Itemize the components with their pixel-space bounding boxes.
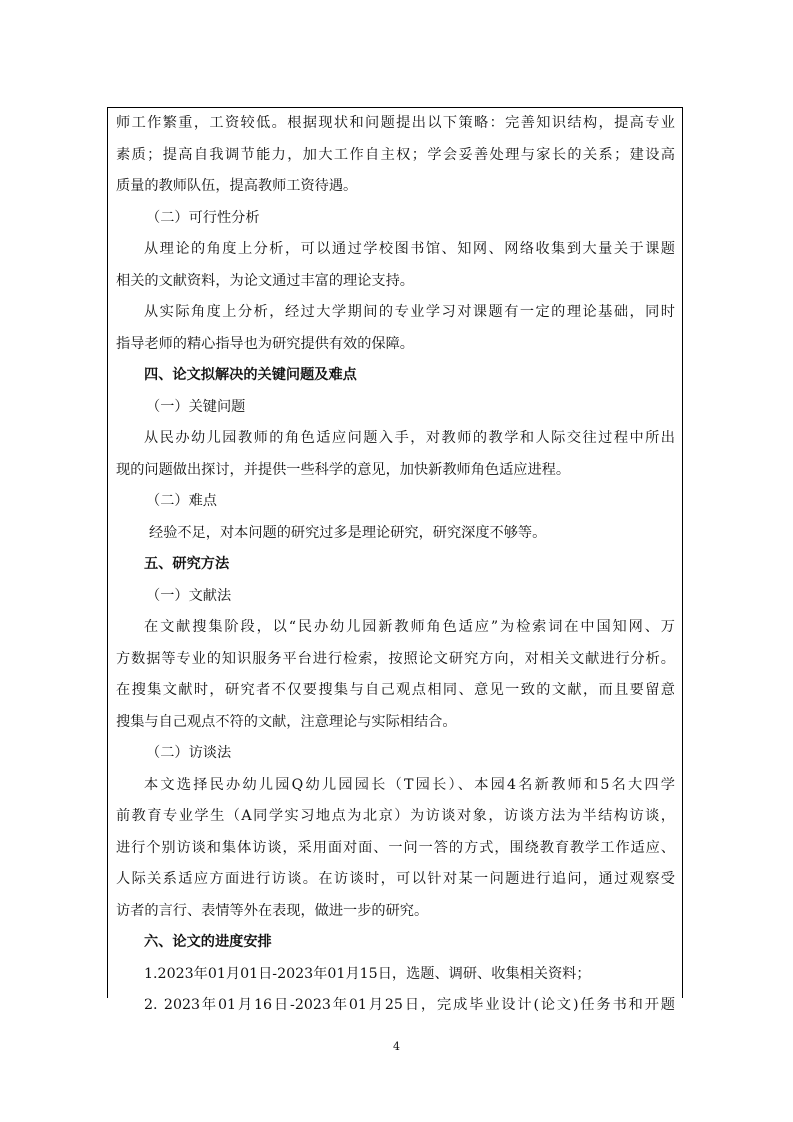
section-heading: 六、论文的进度安排 — [144, 934, 272, 950]
paragraph-line: 人际关系适应方面进行访谈。在访谈时，可以针对某一问题进行追问，通过观察受 — [116, 871, 675, 887]
paragraph-line: 现的问题做出探讨，并提供一些科学的意见，加快新教师角色适应进程。 — [116, 461, 571, 478]
paragraph-line: 从理论的角度上分析，可以通过学校图书馆、知网、网络收集到大量关于课题 — [144, 241, 675, 257]
paragraph-line: 从民办幼儿园教师的角色适应问题入手，对教师的教学和人际交往过程中所出 — [144, 430, 675, 446]
paragraph-line: 质量的教师队伍，提高教师工资待遇。 — [116, 178, 358, 194]
paragraph-line: 在搜集文献时，研究者不仅要搜集与自己观点相同、意见一致的文献，而且要留意 — [116, 682, 675, 698]
subsection-heading: （一）文献法 — [146, 587, 232, 604]
paragraph-line: 在文献搜集阶段，以“民办幼儿园新教师角色适应”为检索词在中国知网、万 — [144, 619, 675, 635]
section-heading: 四、论文拟解决的关键问题及难点 — [144, 367, 357, 383]
subsection-heading: （一）关键问题 — [146, 398, 246, 415]
paragraph-line: 进行个别访谈和集体访谈，采用面对面、一问一答的方式，围绕教育教学工作适应、 — [116, 839, 675, 856]
paragraph-line: 前教育专业学生（A同学实习地点为北京）为访谈对象，访谈方法为半结构访谈， — [116, 808, 675, 824]
schedule-item: 2. 2023年01月16日-2023年01月25日，完成毕业设计(论文)任务书和开题 — [144, 997, 675, 1013]
paragraph-line: 访者的言行、表情等外在表现，做进一步的研究。 — [116, 902, 429, 919]
paragraph-line: 方数据等专业的知识服务平台进行检索，按照论文研究方向，对相关文献进行分析。 — [116, 650, 675, 667]
paragraph-line: 搜集与自己观点不符的文献，注意理论与实际相结合。 — [116, 713, 457, 730]
paragraph-line: 指导老师的精心指导也为研究提供有效的保障。 — [116, 335, 414, 352]
section-heading: 五、研究方法 — [144, 556, 230, 572]
paragraph-line: 师工作繁重，工资较低。根据现状和问题提出以下策略：完善知识结构，提高专业 — [116, 115, 675, 131]
paragraph-line: 从实际角度上分析，经过大学期间的专业学习对课题有一定的理论基础，同时 — [144, 304, 675, 320]
paragraph-line: 经验不足，对本问题的研究过多是理论研究，研究深度不够等。 — [149, 524, 547, 541]
page-number: 4 — [393, 1040, 400, 1053]
paragraph-line: 素质；提高自我调节能力，加大工作自主权；学会妥善处理与家长的关系；建设高 — [116, 146, 675, 163]
document-body — [108, 108, 682, 1022]
document-table-cell — [107, 107, 683, 1013]
subsection-heading: （二）访谈法 — [146, 745, 232, 761]
subsection-heading: （二）可行性分析 — [146, 209, 260, 226]
schedule-item: 1.2023年01月01日-2023年01月15日，选题、调研、收集相关资料； — [144, 965, 591, 982]
paragraph-line: 相关的文献资料，为论文通过丰富的理论支持。 — [116, 272, 414, 289]
subsection-heading: （二）难点 — [146, 493, 217, 509]
paragraph-line: 本文选择民办幼儿园Q幼儿园园长（T园长）、本园4名新教师和5名大四学 — [144, 776, 675, 793]
